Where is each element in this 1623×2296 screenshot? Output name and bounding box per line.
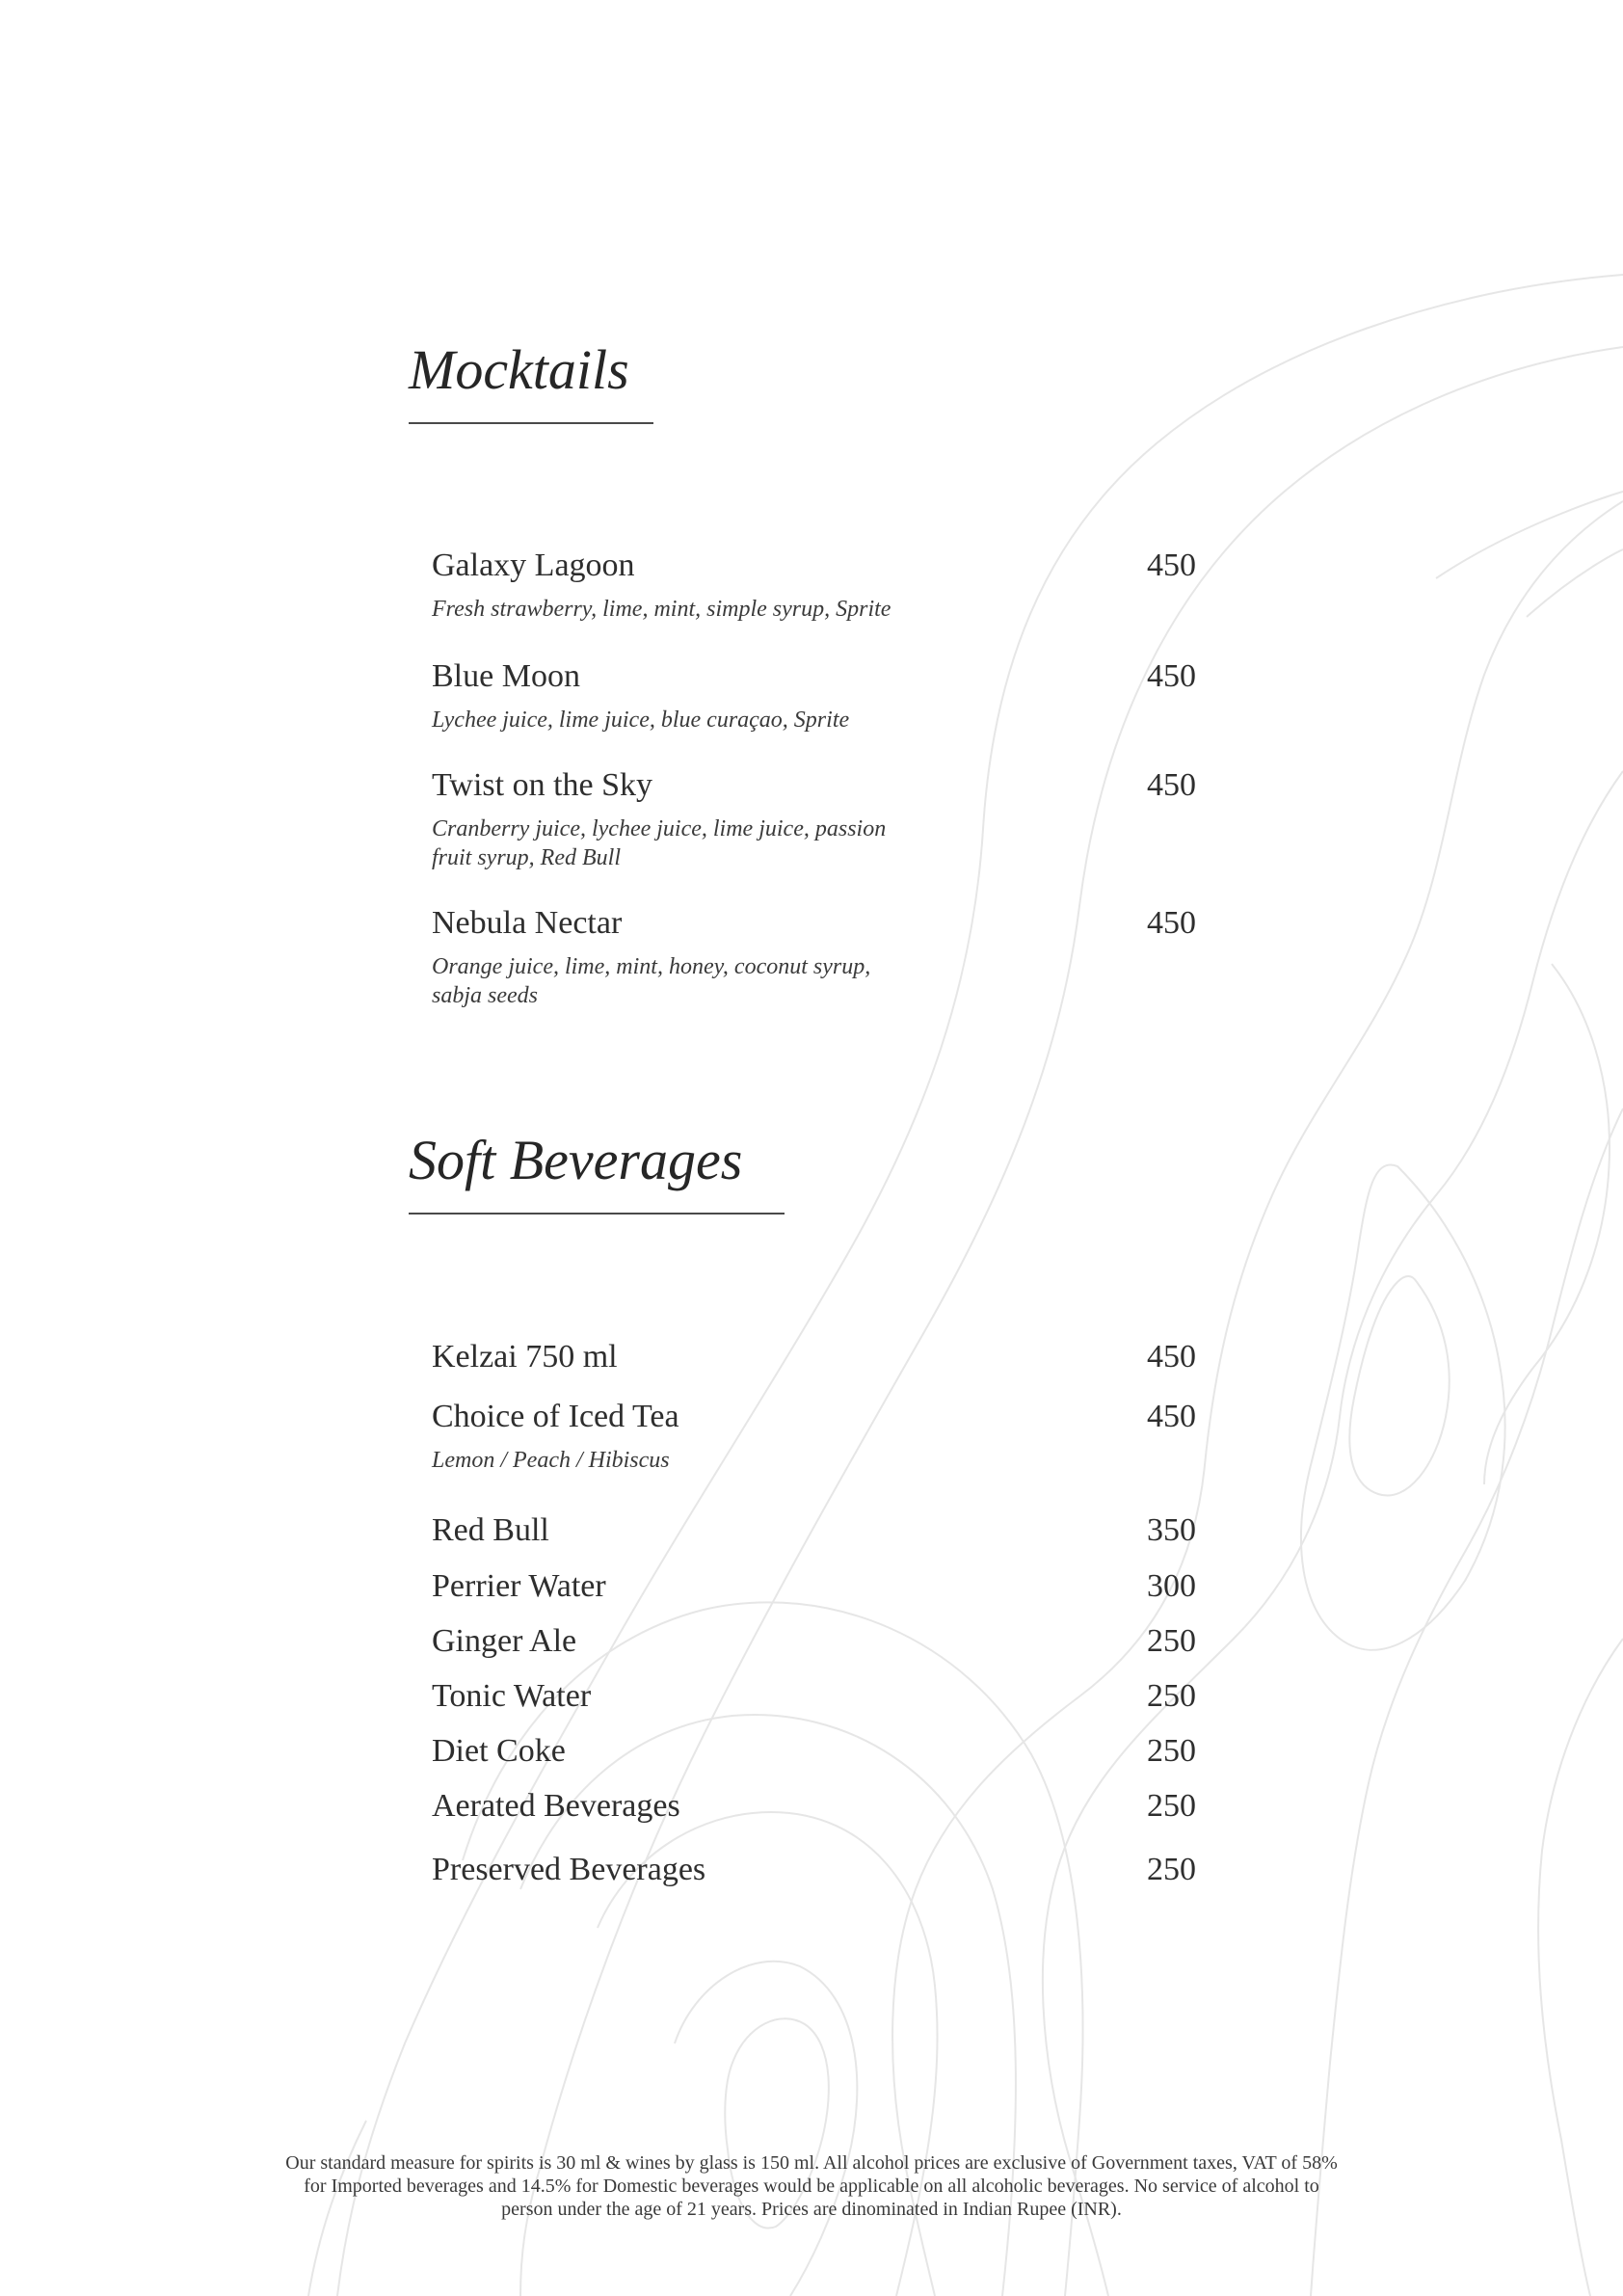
item-name: Aerated Beverages <box>432 1788 680 1824</box>
item-price: 250 <box>1147 1678 1196 1714</box>
item-name: Perrier Water <box>432 1568 606 1604</box>
mocktails-title: Mocktails <box>409 338 629 401</box>
item-name: Nebula Nectar <box>432 905 623 941</box>
menu-item <box>432 1622 1203 1661</box>
menu-item <box>432 1398 1203 1475</box>
item-name: Preserved Beverages <box>432 1852 706 1887</box>
item-description: Fresh strawberry, lime, mint, simple syrup, Sprite <box>432 597 891 622</box>
menu-item <box>432 1787 1203 1826</box>
item-description: Lemon / Peach / Hibiscus <box>432 1448 670 1473</box>
soft-beverages-title-underline <box>409 1213 785 1215</box>
footer-line: for Imported beverages and 14.5% for Domestic beverages would be applicable on all alcoholic beverages. No service of alcohol to <box>304 2176 1319 2197</box>
footer-line: Our standard measure for spirits is 30 ml & wines by glass is 150 ml. All alcohol prices are exclusive of Government taxes, VAT of 58% <box>285 2152 1338 2174</box>
item-price: 450 <box>1147 905 1196 941</box>
item-price: 250 <box>1147 1788 1196 1824</box>
menu-item <box>432 904 1203 1010</box>
item-price: 250 <box>1147 1733 1196 1769</box>
menu-item <box>432 766 1203 872</box>
menu-item <box>432 1567 1203 1606</box>
item-price: 250 <box>1147 1852 1196 1887</box>
item-name: Galaxy Lagoon <box>432 547 635 583</box>
item-name: Blue Moon <box>432 658 580 694</box>
mocktails-title-underline <box>409 422 653 424</box>
menu-item <box>432 1338 1203 1376</box>
item-name: Choice of Iced Tea <box>432 1399 679 1434</box>
item-description: Lychee juice, lime juice, blue curaçao, Sprite <box>432 707 850 733</box>
item-price: 450 <box>1147 547 1196 583</box>
item-description: Orange juice, lime, mint, honey, coconut syrup, sabja seeds <box>432 954 871 1008</box>
footer-line: person under the age of 21 years. Prices are dinominated in Indian Rupee (INR). <box>501 2199 1122 2220</box>
item-price: 450 <box>1147 1399 1196 1434</box>
footer-disclaimer <box>183 2151 1440 2221</box>
item-name: Tonic Water <box>432 1678 592 1714</box>
menu-item <box>432 1732 1203 1771</box>
menu-item <box>432 1677 1203 1716</box>
menu-item <box>432 547 1203 624</box>
item-name: Red Bull <box>432 1512 549 1548</box>
item-price: 450 <box>1147 1339 1196 1375</box>
menu-item <box>432 1851 1203 1889</box>
item-description: Cranberry juice, lychee juice, lime juice, passion fruit syrup, Red Bull <box>432 816 887 870</box>
item-name: Diet Coke <box>432 1733 566 1769</box>
item-price: 300 <box>1147 1568 1196 1604</box>
item-price: 250 <box>1147 1623 1196 1659</box>
item-name: Ginger Ale <box>432 1623 577 1659</box>
item-price: 350 <box>1147 1512 1196 1548</box>
item-name: Kelzai 750 ml <box>432 1339 618 1375</box>
item-price: 450 <box>1147 767 1196 803</box>
item-name: Twist on the Sky <box>432 767 653 803</box>
menu-item <box>432 1511 1203 1550</box>
soft-beverages-title: Soft Beverages <box>409 1129 743 1191</box>
menu-item <box>432 657 1203 734</box>
item-price: 450 <box>1147 658 1196 694</box>
